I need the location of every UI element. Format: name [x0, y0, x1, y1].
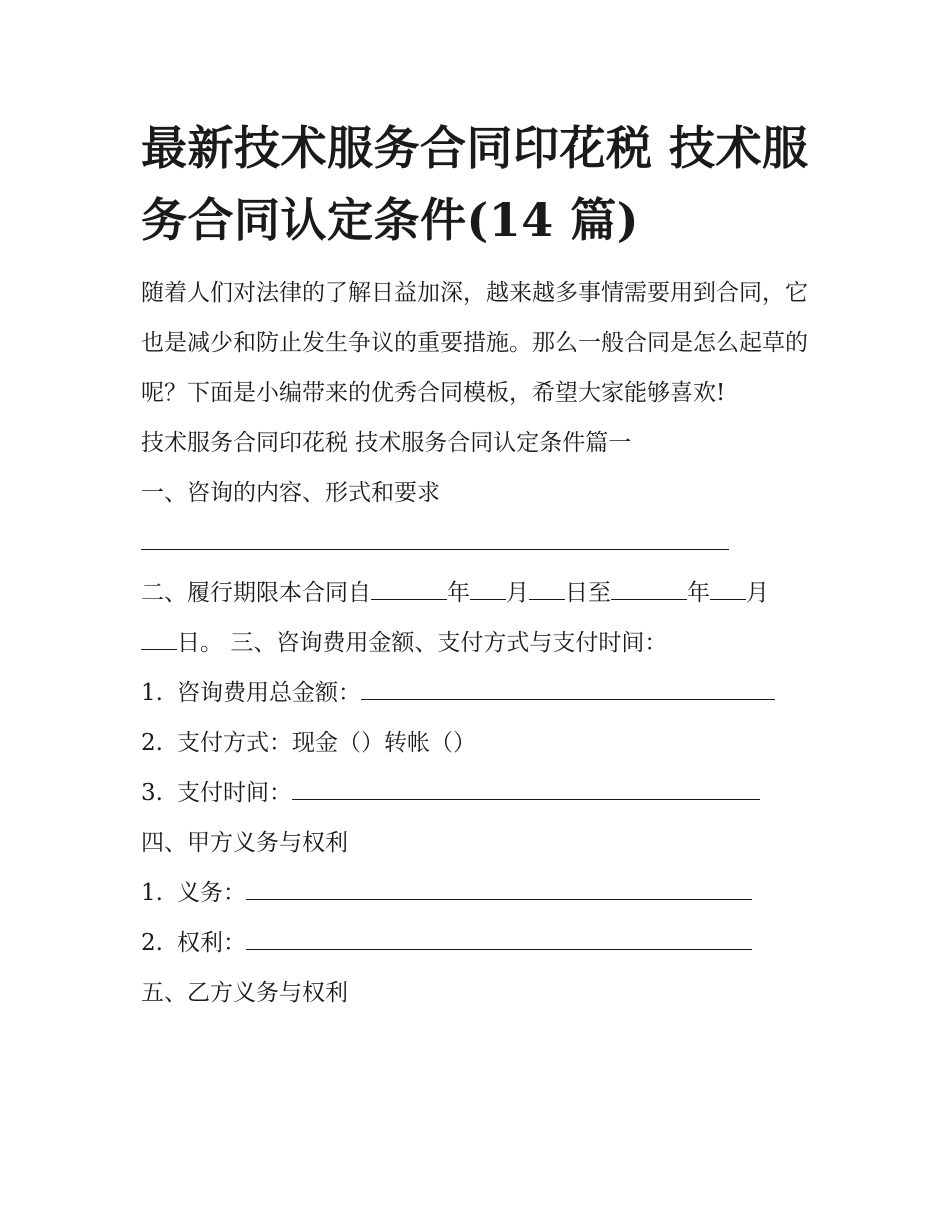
item-right	[141, 918, 821, 968]
blank-duty	[246, 877, 752, 900]
item-amount	[141, 668, 821, 718]
blank-right	[246, 927, 752, 950]
document-page	[141, 112, 821, 1018]
blank-day-start	[529, 577, 565, 600]
item-method	[141, 718, 821, 768]
item-number: 1.	[141, 680, 163, 706]
month-label: 月	[506, 580, 529, 606]
blank-year-end	[611, 577, 687, 600]
section-heading: 技术服务合同印花税 技术服务合同认定条件篇一	[141, 430, 632, 456]
blank-month-end	[710, 577, 746, 600]
item-amount-label: 咨询费用总金额：	[177, 680, 361, 706]
day-to-label: 日至	[565, 580, 611, 606]
clause-5: 五、乙方义务与权利	[141, 980, 348, 1006]
blank-month-start	[470, 577, 506, 600]
clause-1-blank-line	[141, 518, 821, 568]
document-title: 最新技术服务合同印花税 技术服务合同认定条件(14 篇)	[141, 121, 809, 247]
item-duty	[141, 868, 821, 918]
blank-year-start	[371, 577, 447, 600]
day-label-end: 日。	[177, 630, 223, 656]
clause-2-3-line	[141, 618, 821, 668]
blank-amount	[361, 677, 775, 700]
item-number: 3.	[141, 780, 163, 806]
item-number: 1.	[141, 880, 163, 906]
clause-4: 四、甲方义务与权利	[141, 830, 348, 856]
clause-2-line	[141, 568, 821, 618]
blank-line	[141, 527, 729, 550]
year-label: 年	[447, 580, 470, 606]
item-time	[141, 768, 821, 818]
item-number: 2.	[141, 730, 163, 756]
item-duty-label: 义务：	[177, 880, 246, 906]
item-method-label: 支付方式：现金（）转帐（）	[177, 730, 476, 756]
clause-1: 一、咨询的内容、形式和要求	[141, 480, 440, 506]
item-number: 2.	[141, 930, 163, 956]
item-right-label: 权利：	[177, 930, 246, 956]
item-time-label: 支付时间：	[177, 780, 292, 806]
clause-3: 三、咨询费用金额、支付方式与支付时间：	[230, 630, 668, 656]
clause-2-prefix: 二、履行期限本合同自	[141, 580, 371, 606]
intro-paragraph: 随着人们对法律的了解日益加深，越来越多事情需要用到合同，它也是减少和防止发生争议的重要措施。那么一般合同是怎么起草的呢？下面是小编带来的优秀合同模板，希望大家能够喜欢!	[141, 280, 808, 406]
month-label-end: 月	[746, 580, 769, 606]
blank-day-end	[141, 627, 177, 650]
year-label-end: 年	[687, 580, 710, 606]
blank-time	[292, 777, 760, 800]
